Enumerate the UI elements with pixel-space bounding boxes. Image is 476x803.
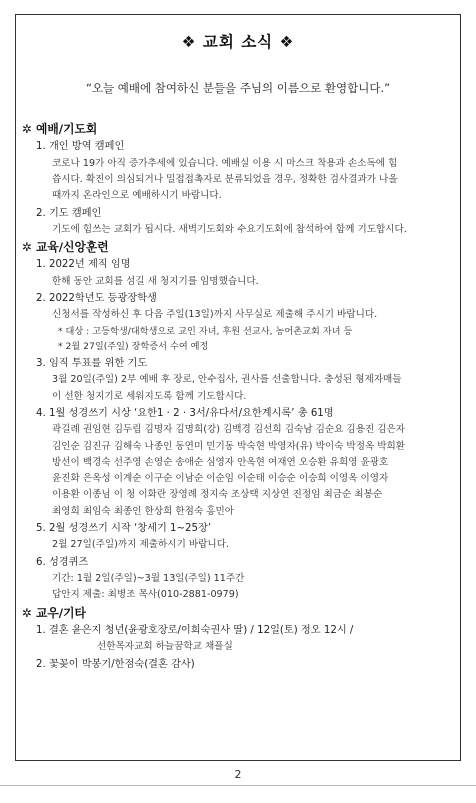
item-title: 5. 2월 성경쓰기 시작 ‘창세기 1~25장’ — [36, 523, 212, 535]
item-title: 6. 성경퀴즈 — [36, 556, 89, 568]
bulletin-content — [24, 120, 454, 673]
item-text: 씁시다. 확진이 의심되거나 밀접접촉자로 분류되었을 경우, 정확한 검사결과가 나올 — [52, 173, 398, 185]
bullet-note: * 대상 : 고등학생/대학생으로 교인 자녀, 후원 선교사, 농어촌교회 자녀 등 — [58, 325, 353, 337]
item-text: 기도에 힘쓰는 교회가 됩시다. 새벽기도회와 수요기도회에 참석하여 함께 기도합시다. — [52, 223, 407, 235]
name-list-line: 최영희 최임숙 최종인 한상희 한점숙 홍민아 — [52, 505, 235, 517]
name-list-line: 이용환 이종님 이 청 이화란 장영례 정지숙 조상택 지상연 진정임 최금순 최봉순 — [52, 489, 383, 501]
name-list-line: 김인순 김진규 김해숙 나종인 동연미 민기동 박숙현 박영자(유) 박이숙 박정옥 박희환 — [52, 440, 406, 452]
item-text: 답안지 제출: 최병조 목사(010-2881-0979) — [52, 589, 239, 601]
item-title: 2. 기도 캠페인 — [36, 207, 102, 219]
item-title: 2. 2022학년도 등광장학생 — [36, 293, 157, 305]
divider — [0, 785, 476, 786]
item-title: 1. 2022년 제직 임명 — [36, 259, 131, 271]
page-title: ❖ 교회 소식 ❖ — [181, 33, 295, 51]
section-heading-fellowship: ✲ 교우/기타 — [22, 605, 86, 620]
item-text: 기간: 1월 2일(주일)~3월 13일(주일) 11주간 — [52, 573, 245, 585]
item-text: 2월 27일(주일)까지 제출하시기 바랍니다. — [52, 539, 230, 551]
name-list-line: 윤진화 은옥성 이계순 이구순 이남순 이순임 이순태 이승순 이승희 이영옥 이영자 — [52, 473, 389, 485]
welcome-message: “오늘 예배에 참여하신 분들을 주님의 이름으로 환영합니다.” — [85, 81, 391, 95]
section-heading-education: ✲ 교육/신앙훈련 — [22, 240, 109, 255]
page-number: 2 — [234, 768, 242, 781]
item-text: 한해 동안 교회를 섬길 새 청지기를 임명했습니다. — [52, 275, 259, 287]
name-list-line: 방선이 백경숙 선주영 손영순 송애순 심영자 안옥현 여재연 오승환 유희영 윤광호 — [52, 456, 389, 468]
item-title: 3. 임직 투표를 위한 기도 — [36, 358, 148, 369]
item-text: 때까지 온라인으로 예배하시기 바랍니다. — [52, 190, 222, 202]
item-text: 신청서를 작성하신 후 다음 주일(13일)까지 사무실로 제출해 주시기 바랍니다. — [52, 309, 378, 321]
item-text: 선한목자교회 하늘꿈학교 채플실 — [97, 641, 233, 653]
item-title: 4. 1월 성경쓰기 시상 ‘요한1 · 2 · 3서/유다서/요한계시록’ 총 61명 — [36, 407, 334, 419]
item-title: 2. 꽃꽂이 박봉기/한점숙(결혼 감사) — [36, 658, 195, 670]
item-text: 3월 20일(주일) 2부 예배 후 장로, 안수집사, 권사를 선출합니다. 충성된 형제자매들 — [52, 374, 402, 386]
bullet-note: * 2월 27일(주일) 장학증서 수여 예정 — [58, 341, 209, 353]
item-text: 이 선한 청지기로 세워지도록 함께 기도합시다. — [52, 390, 247, 402]
name-list-line: 곽길례 권임현 김두림 김명자 김명희(강) 김백경 김선희 김숙남 김순요 김용진 김은자 — [52, 424, 406, 436]
item-text: 코로나 19가 아직 증가추세에 있습니다. 예배실 이용 시 마스크 착용과 손소독에 힘 — [52, 157, 398, 169]
section-heading-worship: ✲ 예배/기도회 — [22, 122, 98, 136]
item-title: 1. 개인 방역 캠페인 — [36, 141, 125, 153]
item-title: 1. 결혼 윤은지 청년(윤광호장로/이희숙권사 딸) / 12일(토) 정오 12시 / — [36, 624, 354, 636]
